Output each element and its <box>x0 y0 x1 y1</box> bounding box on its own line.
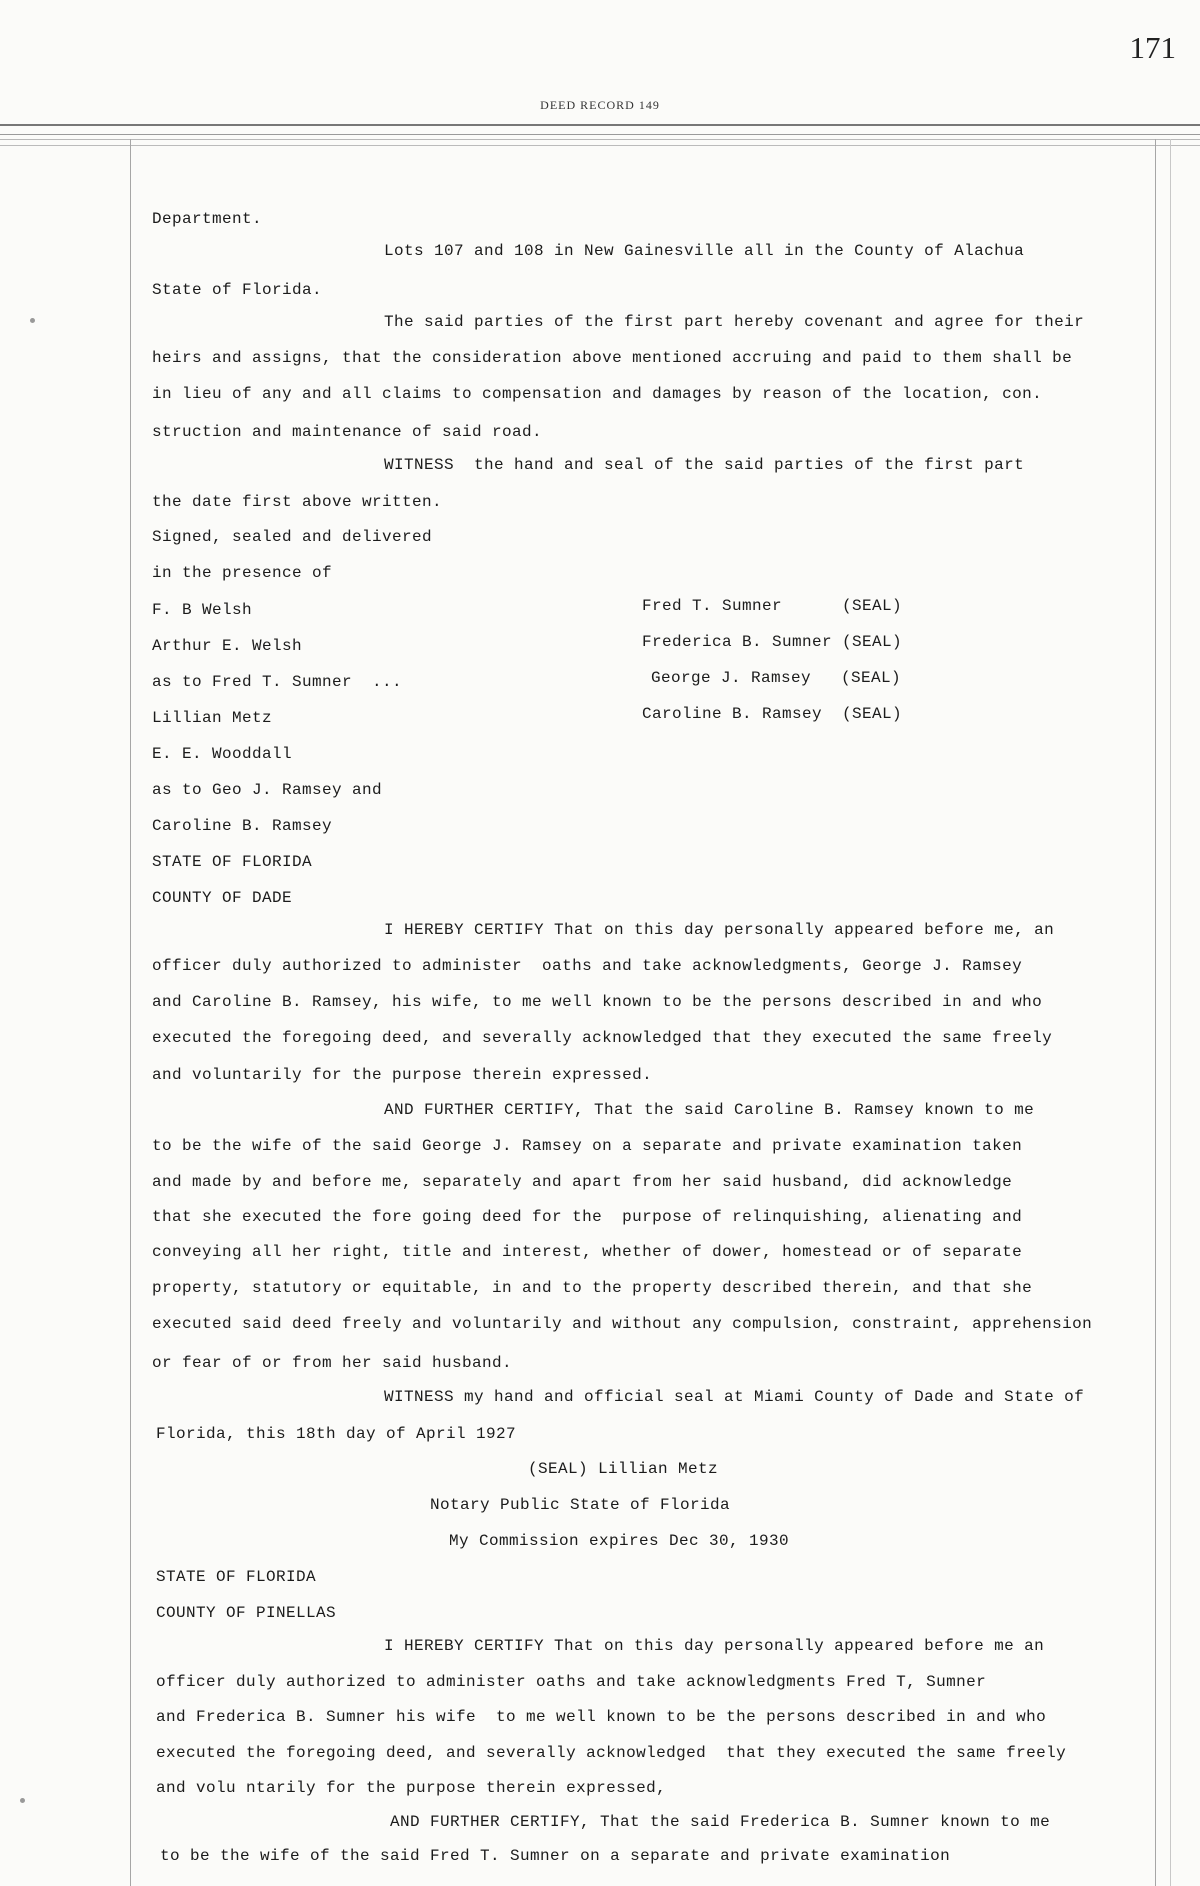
right-margin-line <box>1170 139 1171 1886</box>
text-line: Department. <box>152 210 263 228</box>
left-margin-line <box>130 139 131 1886</box>
binding-dot <box>20 1798 25 1803</box>
text-line: that she executed the fore going deed for the purpose of relinquishing, alienating and <box>152 1208 1023 1226</box>
text-line: and Frederica B. Sumner his wife to me well known to be the persons described in and who <box>156 1708 1047 1726</box>
header-rule <box>0 139 1200 140</box>
text-line: to be the wife of the said George J. Ramsey on a separate and private examination taken <box>152 1137 1023 1155</box>
text-line: and made by and before me, separately and apart from her said husband, did acknowledge <box>152 1173 1013 1191</box>
text-line: Signed, sealed and delivered <box>152 528 433 546</box>
text-line: as to Geo J. Ramsey and <box>152 781 383 799</box>
text-line: E. E. Wooddall <box>152 745 293 763</box>
witness-name: Arthur E. Welsh <box>152 637 303 655</box>
header-rule <box>0 124 1200 126</box>
text-line: the date first above written. <box>152 493 443 511</box>
text-line: STATE OF FLORIDA <box>152 853 313 871</box>
header-rule <box>0 134 1200 135</box>
text-line: executed said deed freely and voluntarily and without any compulsion, constraint, apprehension <box>152 1315 1093 1333</box>
witness-name: F. B Welsh <box>152 601 253 619</box>
text-line: officer duly authorized to administer oaths and take acknowledgments, George J. Ramsey <box>152 957 1023 975</box>
text-line: and voluntarily for the purpose therein expressed. <box>152 1066 653 1084</box>
text-line: or fear of or from her said husband. <box>152 1354 513 1372</box>
text-line: WITNESS my hand and official seal at Miami County of Dade and State of <box>384 1388 1085 1406</box>
text-line: Lots 107 and 108 in New Gainesville all in the County of Alachua <box>384 242 1025 260</box>
text-line: and volu ntarily for the purpose therein expressed, <box>156 1779 667 1797</box>
text-line: State of Florida. <box>152 281 323 299</box>
text-line: heirs and assigns, that the consideration above mentioned accruing and paid to them shall be <box>152 349 1073 367</box>
text-line: COUNTY OF DADE <box>152 889 293 907</box>
header-rule <box>0 145 1200 146</box>
record-title: DEED RECORD 149 <box>540 98 660 112</box>
text-line: officer duly authorized to administer oaths and take acknowledgments Fred T, Sumner <box>156 1673 987 1691</box>
text-line: Florida, this 18th day of April 1927 <box>156 1425 517 1443</box>
text-line: to be the wife of the said Fred T. Sumner on a separate and private examination <box>160 1847 951 1865</box>
right-margin-line <box>1155 139 1156 1886</box>
text-line: WITNESS the hand and seal of the said parties of the first part <box>384 456 1025 474</box>
text-line: property, statutory or equitable, in and to the property described therein, and that she <box>152 1279 1033 1297</box>
text-line: in lieu of any and all claims to compensation and damages by reason of the location, con. <box>152 385 1043 403</box>
text-line: I HEREBY CERTIFY That on this day personally appeared before me, an <box>384 921 1055 939</box>
text-line: and Caroline B. Ramsey, his wife, to me well known to be the persons described in and who <box>152 993 1043 1011</box>
text-line: executed the foregoing deed, and severally acknowledged that they executed the same freely <box>156 1744 1067 1762</box>
signature-line: Caroline B. Ramsey (SEAL) <box>642 705 903 723</box>
signature-line: Fred T. Sumner (SEAL) <box>642 597 903 615</box>
text-line: conveying all her right, title and interest, whether of dower, homestead or of separate <box>152 1243 1023 1261</box>
text-line: I HEREBY CERTIFY That on this day personally appeared before me an <box>384 1637 1045 1655</box>
text-line: AND FURTHER CERTIFY, That the said Caroline B. Ramsey known to me <box>384 1101 1035 1119</box>
text-line: in the presence of <box>152 564 333 582</box>
text-line: AND FURTHER CERTIFY, That the said Frederica B. Sumner known to me <box>390 1813 1051 1831</box>
witness-name: Lillian Metz <box>152 709 273 727</box>
binding-dot <box>30 318 35 323</box>
signature-line: George J. Ramsey (SEAL) <box>651 669 902 687</box>
text-line: The said parties of the first part hereby covenant and agree for their <box>384 313 1085 331</box>
text-line: struction and maintenance of said road. <box>152 423 543 441</box>
notary-signature: (SEAL) Lillian Metz <box>528 1460 719 1478</box>
signature-line: Frederica B. Sumner (SEAL) <box>642 633 903 651</box>
witness-name: as to Fred T. Sumner ... <box>152 673 403 691</box>
notary-title: Notary Public State of Florida <box>430 1496 731 1514</box>
page-number: 171 <box>1129 30 1176 65</box>
text-line: STATE OF FLORIDA <box>156 1568 317 1586</box>
text-line: COUNTY OF PINELLAS <box>156 1604 337 1622</box>
text-line: executed the foregoing deed, and severally acknowledged that they executed the same freely <box>152 1029 1053 1047</box>
notary-commission: My Commission expires Dec 30, 1930 <box>449 1532 790 1550</box>
text-line: Caroline B. Ramsey <box>152 817 333 835</box>
